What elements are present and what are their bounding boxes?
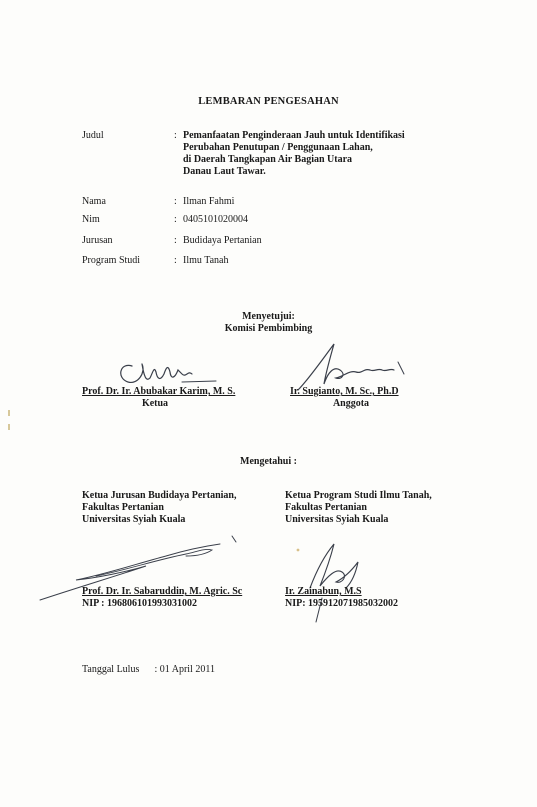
left-official-nip: NIP : 196806101993031002 [82,598,197,609]
right-official-line-2: Fakultas Pertanian [285,502,367,513]
field-colon-nama: : [174,196,177,207]
judul-line-3: di Daerah Tangkapan Air Bagian Utara [183,154,353,165]
right-official-line-1: Ketua Program Studi Ilmu Tanah, [285,490,432,501]
field-value-nim: 0405101020004 [183,214,248,225]
chair-signature [112,352,222,388]
field-label-nim: Nim [82,214,100,225]
left-official-block [82,490,236,526]
judul-line-2: Perubahan Penutupan / Penggunaan Lahan, [183,142,373,153]
judul-label: Judul [82,130,104,141]
right-official-line-3: Universitas Syiah Kuala [285,514,389,525]
chair-role: Ketua [141,398,169,409]
left-official-line-3: Universitas Syiah Kuala [82,514,186,525]
acknowledge-heading: Mengetahui : [240,456,297,467]
paper-edge-mark [8,424,10,430]
member-role: Anggota [332,398,370,409]
right-official-signature [290,528,380,624]
field-colon-nim: : [174,214,177,225]
left-official-name: Prof. Dr. Ir. Sabaruddin, M. Agric. Sc [82,586,243,597]
page-title: LEMBARAN PENGESAHAN [198,96,339,107]
chair-name: Prof. Dr. Ir. Abubakar Karim, M. S. [82,386,236,397]
judul-line-1: Pemanfaatan Penginderaan Jauh untuk Identifikasi [183,130,405,141]
approval-subheading: Komisi Pembimbing [224,323,313,334]
judul-colon: : [174,130,177,141]
field-value-jurusan: Budidaya Pertanian [183,235,262,246]
field-label-jurusan: Jurusan [82,235,113,246]
right-official-nip: NIP: 195912071985032002 [285,598,399,609]
graduation-date-value: : 01 April 2011 [154,664,215,675]
field-label-nama: Nama [82,196,106,207]
left-official-line-1: Ketua Jurusan Budidaya Pertanian, [82,490,237,501]
field-colon-jurusan: : [174,235,177,246]
field-value-program-studi: Ilmu Tanah [183,255,229,266]
judul-value [183,130,405,178]
field-label-program-studi: Program Studi [82,255,141,266]
judul-line-4: Danau Laut Tawar. [183,166,266,177]
graduation-date [82,664,215,675]
approval-heading: Menyetujui: [242,311,295,322]
field-colon-program-studi: : [174,255,177,266]
graduation-date-label: Tanggal Lulus [82,664,140,675]
right-official-name: Ir. Zainabun, M.S [285,586,362,597]
member-name: Ir. Sugianto, M. Sc., Ph.D [290,386,399,397]
paper-edge-mark [8,410,10,416]
right-official-block [285,490,432,526]
field-value-nama: Ilman Fahmi [183,196,235,207]
left-official-line-2: Fakultas Pertanian [82,502,164,513]
